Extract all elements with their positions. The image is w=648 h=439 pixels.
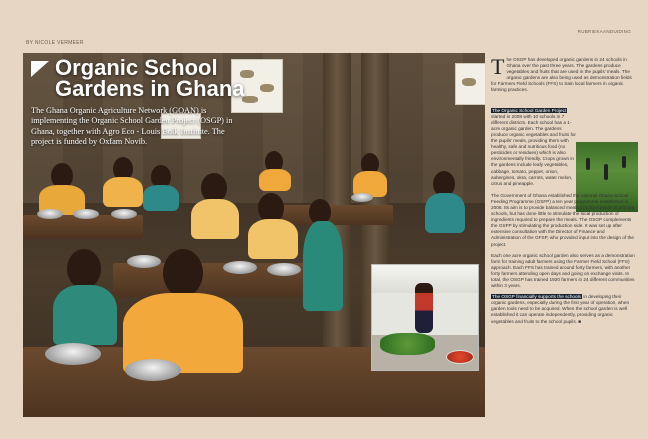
paragraph-5: The OSGP financially supports the schools in developing their organic gardens, especially during the first year of operation, when garden tools need to be acquired. When the school garden is well established it can operate independently, providing organic vegetables and fruits to the school pupils. ■ <box>491 294 630 324</box>
paragraph-4: Each one acre organic school garden also serves as a demonstration farm for training adult farmers using the Farmer Field School (FFS) approach. Each FFS has trained around forty farmers, with another forty farmers attending open days and going on exchange visits. In total, the OSGP has trained 1920 farmers in 24 different communities within 3 years. <box>491 252 635 289</box>
paragraph-2: The Organic School Garden Project started in 2008 with 10 schools in 7 different districts. Each school has a 1-acre organic garden. The gardens produce organic vegetables and fruits for the pupils' meals, providing them with healthy, safe and nutritious food (no pesticides or residues) which is also environmentally friendly. Crops grown in the gardens include leafy vegetables, cabbage, tomato, pepper, onion, aubergines, okra, carrots, water melon, citrus and pineapple. <box>491 107 576 186</box>
byline: BY NICOLE VERMEER <box>26 40 84 46</box>
paragraph-3: The Government of Ghana established the national Ghana School Feeding Programme (GSFP) a ten year programme established in 2006. Its aim is to provide balanced meals to school pupils at primary schools, but has done little to stimulate the local production of ingredients required to prepare the meals. The OSGP complements the GSFP by stimulating the production side. It was set up after extensive consultation with the Director of Finance and Administration of the GFSP, who provided input into the design of the project. <box>491 192 635 247</box>
market-photo <box>371 264 479 371</box>
title-line-2: Gardens in Ghana <box>55 76 245 101</box>
title-mark-icon <box>31 61 49 77</box>
intro-text: The Ghana Organic Agriculture Network (GOAN) is implementing the Organic School Garden Project (OSGP) in Ghana, together with Agro Eco - Louis Bolk Institute. The project is funded by Oxfam Novib. <box>31 106 233 147</box>
drop-cap: T <box>491 54 505 79</box>
article-body <box>491 54 635 330</box>
title-line-1: Organic School <box>55 55 218 80</box>
paragraph-5-highlight: The OSGP financially supports the schools <box>492 294 582 300</box>
section-label: RUBRIEKAANDUIDING <box>577 29 631 34</box>
paragraph-1: The OSGP has developed organic gardens in 24 schools in Ghana over the past three years. The gardens produce vegetables and fruits that are used in the pupils' meals. The organic gardens are also being used as demonstration fields for Farmers Field Schools (FFS) to train local farmers in organic farming practices. <box>491 54 632 93</box>
paragraph-2-highlight: The Organic School Garden Project <box>492 107 567 113</box>
page-title <box>55 57 245 99</box>
